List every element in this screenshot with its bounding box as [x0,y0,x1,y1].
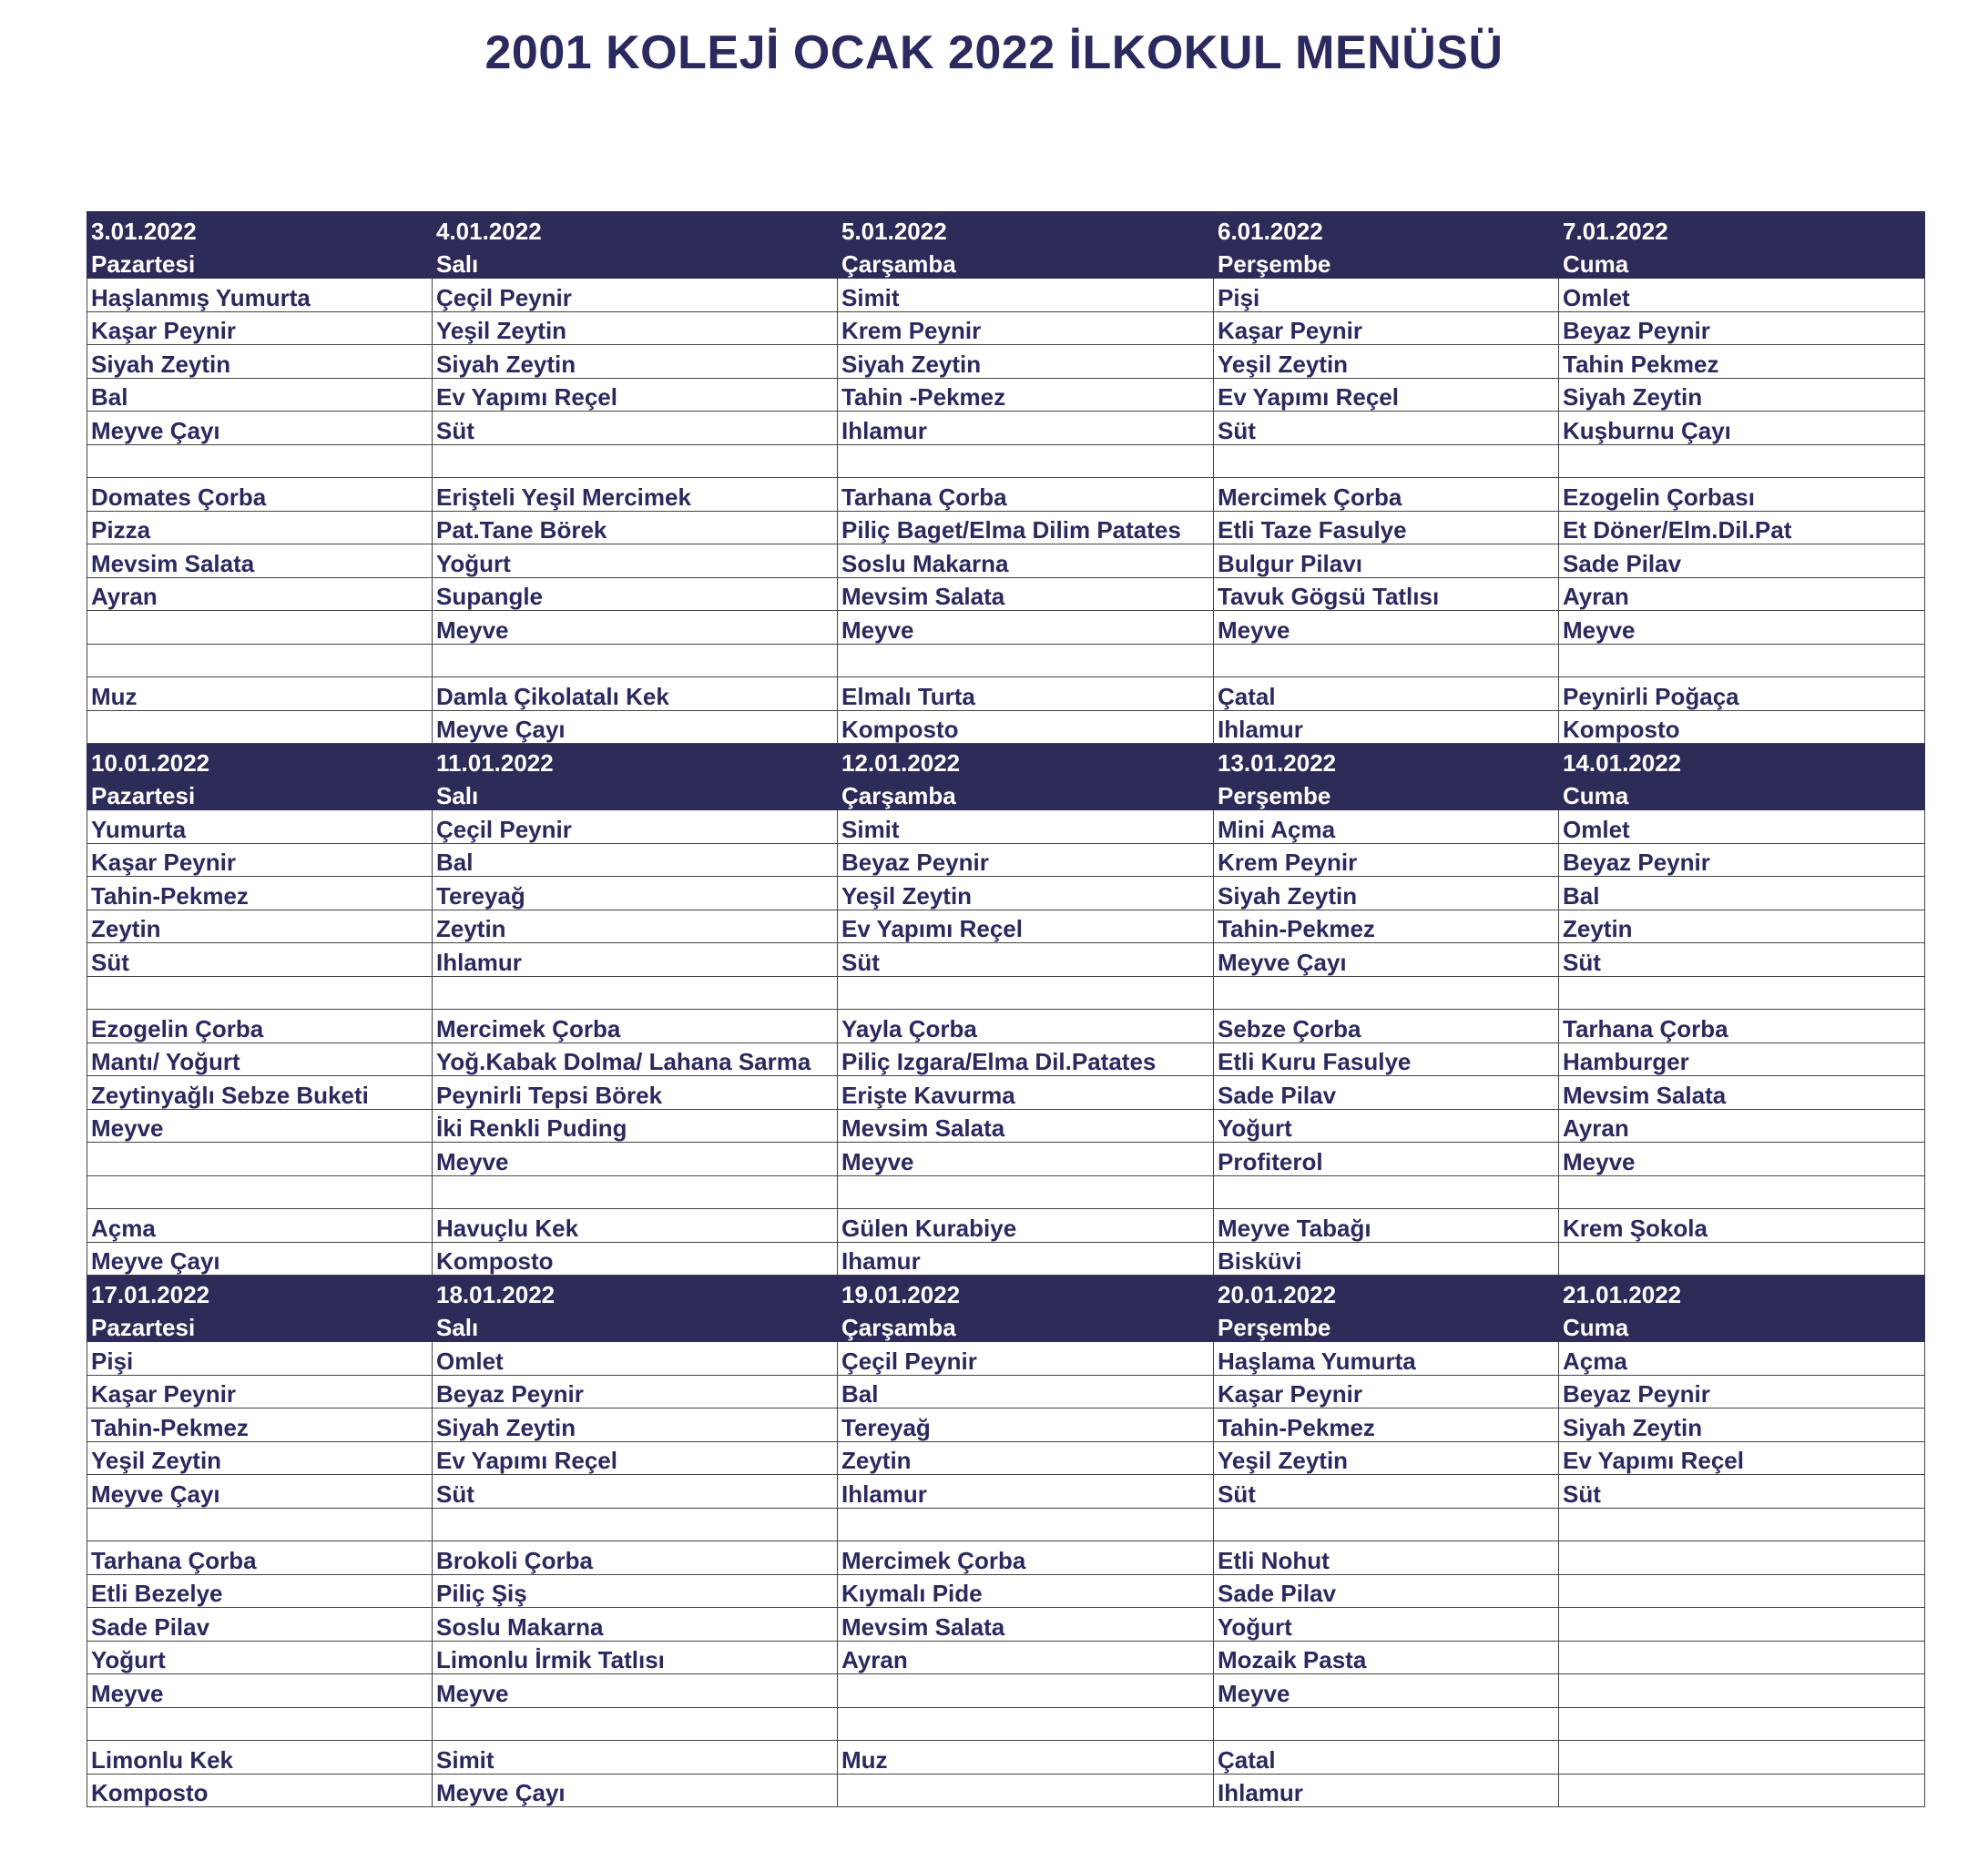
menu-row [87,843,1925,877]
menu-item-cell: Meyve [433,1143,838,1176]
menu-row [87,1674,1925,1708]
day-name-cell: Perşembe [1214,1308,1559,1342]
menu-item-cell: Tarhana Çorba [1559,1010,1925,1043]
menu-item-cell [1559,1674,1925,1708]
menu-item-cell: Meyve [1559,1143,1925,1176]
menu-item-cell: Süt [1214,412,1559,445]
menu-item-cell: Meyve Çayı [87,1242,433,1276]
menu-item-cell: Mercimek Çorba [838,1541,1214,1575]
date-cell: 18.01.2022 [433,1276,838,1309]
menu-row [87,511,1925,544]
menu-item-cell [1214,1707,1559,1741]
menu-item-cell: Pişi [1214,279,1559,312]
menu-item-cell: Tavuk Gögsü Tatlısı [1214,577,1559,611]
menu-item-cell: Beyaz Peynir [1559,311,1925,345]
menu-item-cell: Yumurta [87,810,433,844]
date-cell: 5.01.2022 [838,212,1214,246]
menu-item-cell: Beyaz Peynir [838,843,1214,877]
menu-item-cell: Piliç Izgara/Elma Dil.Patates [838,1042,1214,1076]
menu-row [87,1242,1925,1276]
menu-item-cell: Krem Peynir [1214,843,1559,877]
menu-item-cell: Beyaz Peynir [1559,1375,1925,1408]
menu-item-cell: Süt [87,943,433,977]
menu-row [87,1076,1925,1110]
menu-item-cell [838,1674,1214,1708]
menu-item-cell: Etli Bezelye [87,1574,433,1608]
menu-row [87,444,1925,478]
menu-item-cell: Ihamur [838,1242,1214,1276]
menu-item-cell: Etli Nohut [1214,1541,1559,1575]
menu-item-cell: Süt [838,943,1214,977]
menu-item-cell: Haşlama Yumurta [1214,1342,1559,1376]
menu-item-cell: Yeşil Zeytin [838,877,1214,910]
menu-item-cell [838,444,1214,478]
menu-item-cell: Ev Yapımı Reçel [433,1441,838,1475]
menu-item-cell: Meyve Çayı [87,412,433,445]
menu-item-cell [838,976,1214,1010]
menu-item-cell [87,710,433,744]
menu-item-cell: Peynirli Tepsi Börek [433,1076,838,1110]
menu-item-cell: Kuşburnu Çayı [1559,412,1925,445]
menu-row [87,345,1925,379]
menu-item-cell: Süt [1559,1475,1925,1509]
menu-item-cell: Omlet [1559,279,1925,312]
menu-item-cell [1559,1707,1925,1741]
menu-item-cell: Meyve [838,611,1214,645]
menu-item-cell: Simit [838,810,1214,844]
menu-item-cell [87,444,433,478]
day-name-cell: Perşembe [1214,245,1559,279]
menu-row [87,1541,1925,1575]
menu-item-cell: Meyve [433,1674,838,1708]
menu-item-cell: Soslu Makarna [838,544,1214,578]
menu-item-cell: Muz [838,1741,1214,1775]
menu-item-cell: Çeçil Peynir [433,810,838,844]
menu-item-cell [433,1175,838,1209]
menu-item-cell: Meyve [87,1674,433,1708]
menu-item-cell: Etli Kuru Fasulye [1214,1042,1559,1076]
menu-row [87,1475,1925,1509]
menu-item-cell: Siyah Zeytin [433,1408,838,1442]
menu-item-cell [1559,1774,1925,1807]
menu-item-cell [1559,1175,1925,1209]
day-name-cell: Çarşamba [838,777,1214,810]
menu-item-cell: Komposto [433,1242,838,1276]
menu-item-cell: Krem Peynir [838,311,1214,345]
menu-item-cell: Mevsim Salata [838,1109,1214,1143]
menu-item-cell [433,444,838,478]
menu-row [87,1574,1925,1608]
menu-item-cell: Mevsim Salata [87,544,433,578]
menu-item-cell: Açma [1559,1342,1925,1376]
menu-item-cell [87,1707,433,1741]
menu-item-cell: Tereyağ [433,877,838,910]
menu-item-cell: Tahin -Pekmez [838,378,1214,412]
menu-item-cell [87,976,433,1010]
menu-item-cell: Zeytin [433,910,838,943]
menu-item-cell [87,1508,433,1541]
menu-row [87,677,1925,711]
menu-item-cell: Havuçlu Kek [433,1209,838,1243]
menu-item-cell: Ihlamur [433,943,838,977]
menu-item-cell: Simit [838,279,1214,312]
menu-item-cell: Tahin-Pekmez [1214,1408,1559,1442]
menu-item-cell: Tarhana Çorba [87,1541,433,1575]
menu-row [87,1608,1925,1642]
date-cell: 6.01.2022 [1214,212,1559,246]
menu-item-cell: Meyve [433,611,838,645]
date-cell: 17.01.2022 [87,1276,433,1309]
day-name-cell: Çarşamba [838,1308,1214,1342]
menu-item-cell: Çatal [1214,1741,1559,1775]
menu-item-cell: Meyve [838,1143,1214,1176]
menu-item-cell: Çeçil Peynir [838,1342,1214,1376]
menu-item-cell: Supangle [433,577,838,611]
menu-item-cell: Ev Yapımı Reçel [1214,378,1559,412]
menu-item-cell: Pizza [87,511,433,544]
menu-item-cell: Çeçil Peynir [433,279,838,312]
menu-row [87,1109,1925,1143]
menu-item-cell: Limonlu Kek [87,1741,433,1775]
menu-item-cell [87,644,433,677]
menu-item-cell: Kaşar Peynir [87,1375,433,1408]
menu-item-cell: Ihlamur [1214,1774,1559,1807]
menu-item-cell: Mevsim Salata [1559,1076,1925,1110]
menu-item-cell: Sade Pilav [1214,1574,1559,1608]
menu-row [87,1375,1925,1408]
menu-item-cell: Kaşar Peynir [87,843,433,877]
menu-item-cell: Meyve [1559,611,1925,645]
menu-item-cell: Yeşil Zeytin [433,311,838,345]
day-name-cell: Salı [433,777,838,810]
menu-item-cell [1559,644,1925,677]
menu-item-cell: Bisküvi [1214,1242,1559,1276]
menu-row [87,1010,1925,1043]
menu-item-cell: Ezogelin Çorbası [1559,478,1925,512]
menu-table [87,211,1925,1807]
date-cell: 14.01.2022 [1559,744,1925,778]
menu-item-cell: Süt [1559,943,1925,977]
menu-item-cell: Mantı/ Yoğurt [87,1042,433,1076]
week-date-header-row [87,212,1925,246]
menu-item-cell: Tarhana Çorba [838,478,1214,512]
menu-item-cell: Ihlamur [838,1475,1214,1509]
date-cell: 4.01.2022 [433,212,838,246]
menu-item-cell: Yoğurt [1214,1608,1559,1642]
menu-item-cell: Komposto [838,710,1214,744]
menu-item-cell [838,1774,1214,1807]
menu-item-cell: Kaşar Peynir [87,311,433,345]
menu-item-cell: Et Döner/Elm.Dil.Pat [1559,511,1925,544]
menu-item-cell: Omlet [1559,810,1925,844]
menu-item-cell: Beyaz Peynir [433,1375,838,1408]
menu-row [87,1707,1925,1741]
menu-item-cell: Ayran [87,577,433,611]
menu-item-cell: Simit [433,1741,838,1775]
menu-item-cell: Siyah Zeytin [1214,877,1559,910]
menu-item-cell: Kıymalı Pide [838,1574,1214,1608]
menu-item-cell [87,1143,433,1176]
day-name-cell: Salı [433,1308,838,1342]
menu-item-cell: Limonlu İrmik Tatlısı [433,1641,838,1674]
menu-item-cell: Gülen Kurabiye [838,1209,1214,1243]
menu-item-cell [87,1175,433,1209]
menu-item-cell: Yoğurt [87,1641,433,1674]
menu-item-cell: Tahin Pekmez [1559,345,1925,379]
menu-item-cell [1214,976,1559,1010]
menu-row [87,1408,1925,1442]
menu-item-cell: Komposto [1559,710,1925,744]
menu-item-cell: Ihlamur [1214,710,1559,744]
menu-item-cell [433,976,838,1010]
menu-item-cell: Siyah Zeytin [1559,378,1925,412]
menu-item-cell: Mevsim Salata [838,577,1214,611]
menu-item-cell: Tahin-Pekmez [87,1408,433,1442]
menu-item-cell [1559,1541,1925,1575]
menu-row [87,943,1925,977]
menu-row [87,1508,1925,1541]
menu-item-cell: Profiterol [1214,1143,1559,1176]
menu-item-cell: Ev Yapımı Reçel [838,910,1214,943]
menu-item-cell: Sade Pilav [1559,544,1925,578]
menu-item-cell: Ayran [838,1641,1214,1674]
menu-item-cell: Brokoli Çorba [433,1541,838,1575]
menu-item-cell: Zeytin [1559,910,1925,943]
day-name-cell: Cuma [1559,777,1925,810]
menu-item-cell: Beyaz Peynir [1559,843,1925,877]
menu-item-cell [1214,444,1559,478]
menu-row [87,1175,1925,1209]
menu-item-cell [1559,1574,1925,1608]
menu-item-cell: Erişteli Yeşil Mercimek [433,478,838,512]
menu-item-cell: Soslu Makarna [433,1608,838,1642]
menu-item-cell: Muz [87,677,433,711]
day-name-cell: Cuma [1559,1308,1925,1342]
menu-row [87,611,1925,645]
date-cell: 3.01.2022 [87,212,433,246]
menu-item-cell [838,1707,1214,1741]
day-name-cell: Pazartesi [87,245,433,279]
menu-item-cell [1214,1175,1559,1209]
menu-item-cell: Bal [433,843,838,877]
menu-item-cell [1559,1608,1925,1642]
menu-item-cell: Meyve Tabağı [1214,1209,1559,1243]
menu-row [87,478,1925,512]
menu-row [87,412,1925,445]
menu-row [87,1209,1925,1243]
menu-item-cell [838,1508,1214,1541]
menu-item-cell [838,644,1214,677]
menu-row [87,644,1925,677]
week-day-header-row [87,245,1925,279]
menu-row [87,1342,1925,1376]
menu-item-cell [1214,644,1559,677]
menu-item-cell: Meyve [1214,1674,1559,1708]
menu-table-body [87,212,1925,1807]
date-cell: 21.01.2022 [1559,1276,1925,1309]
menu-row [87,378,1925,412]
menu-row [87,1042,1925,1076]
menu-row [87,279,1925,312]
menu-item-cell: Ezogelin Çorba [87,1010,433,1043]
menu-item-cell: Domates Çorba [87,478,433,512]
menu-item-cell: Damla Çikolatalı Kek [433,677,838,711]
menu-item-cell: Yoğurt [433,544,838,578]
week-date-header-row [87,1276,1925,1309]
menu-row [87,976,1925,1010]
menu-row [87,1143,1925,1176]
week-day-header-row [87,1308,1925,1342]
day-name-cell: Pazartesi [87,1308,433,1342]
menu-item-cell: Meyve Çayı [433,1774,838,1807]
day-name-cell: Cuma [1559,245,1925,279]
menu-item-cell: Peynirli Poğaça [1559,677,1925,711]
menu-row [87,910,1925,943]
menu-item-cell: Tahin-Pekmez [87,877,433,910]
menu-item-cell: Sade Pilav [87,1608,433,1642]
menu-item-cell [433,644,838,677]
menu-item-cell: Bal [87,378,433,412]
menu-item-cell: İki Renkli Puding [433,1109,838,1143]
menu-item-cell: Piliç Baget/Elma Dilim Patates [838,511,1214,544]
menu-item-cell: Etli Taze Fasulye [1214,511,1559,544]
menu-item-cell: Süt [433,1475,838,1509]
menu-item-cell: Ev Yapımı Reçel [1559,1441,1925,1475]
menu-row [87,1741,1925,1775]
day-name-cell: Salı [433,245,838,279]
menu-item-cell: Bulgur Pilavı [1214,544,1559,578]
date-cell: 12.01.2022 [838,744,1214,778]
menu-item-cell: Yoğurt [1214,1109,1559,1143]
menu-item-cell: Bal [838,1375,1214,1408]
menu-item-cell: Ev Yapımı Reçel [433,378,838,412]
menu-item-cell: Meyve [87,1109,433,1143]
menu-row [87,1441,1925,1475]
menu-item-cell [1559,1242,1925,1276]
menu-item-cell: Sebze Çorba [1214,1010,1559,1043]
menu-item-cell: Omlet [433,1342,838,1376]
menu-item-cell: Mercimek Çorba [1214,478,1559,512]
date-cell: 20.01.2022 [1214,1276,1559,1309]
menu-item-cell: Zeytin [87,910,433,943]
menu-item-cell: Siyah Zeytin [433,345,838,379]
menu-item-cell: Komposto [87,1774,433,1807]
menu-item-cell: Piliç Şiş [433,1574,838,1608]
menu-item-cell: Ihlamur [838,412,1214,445]
day-name-cell: Pazartesi [87,777,433,810]
menu-item-cell: Yayla Çorba [838,1010,1214,1043]
menu-item-cell [1559,1741,1925,1775]
menu-row [87,810,1925,844]
menu-item-cell: Mercimek Çorba [433,1010,838,1043]
menu-item-cell: Mozaik Pasta [1214,1641,1559,1674]
menu-item-cell: Yeşil Zeytin [87,1441,433,1475]
menu-item-cell [87,611,433,645]
page-title: 2001 KOLEJİ OCAK 2022 İLKOKUL MENÜSÜ [484,26,1504,79]
menu-row [87,311,1925,345]
menu-item-cell: Siyah Zeytin [838,345,1214,379]
menu-item-cell [433,1508,838,1541]
menu-row [87,1774,1925,1807]
menu-item-cell: Pişi [87,1342,433,1376]
menu-item-cell: Ayran [1559,577,1925,611]
menu-item-cell [1559,1508,1925,1541]
menu-item-cell: Haşlanmış Yumurta [87,279,433,312]
menu-item-cell: Yeşil Zeytin [1214,345,1559,379]
menu-item-cell: Bal [1559,877,1925,910]
menu-item-cell: Tereyağ [838,1408,1214,1442]
menu-item-cell: Elmalı Turta [838,677,1214,711]
menu-item-cell: Kaşar Peynir [1214,311,1559,345]
menu-item-cell: Yoğ.Kabak Dolma/ Lahana Sarma [433,1042,838,1076]
menu-item-cell: Yeşil Zeytin [1214,1441,1559,1475]
menu-row [87,877,1925,910]
menu-item-cell: Sade Pilav [1214,1076,1559,1110]
menu-row [87,1641,1925,1674]
day-name-cell: Çarşamba [838,245,1214,279]
menu-item-cell: Hamburger [1559,1042,1925,1076]
menu-item-cell [1559,444,1925,478]
menu-item-cell: Erişte Kavurma [838,1076,1214,1110]
menu-item-cell: Süt [1214,1475,1559,1509]
date-cell: 11.01.2022 [433,744,838,778]
menu-row [87,577,1925,611]
menu-item-cell [838,1175,1214,1209]
day-name-cell: Perşembe [1214,777,1559,810]
menu-row [87,544,1925,578]
menu-item-cell: Süt [433,412,838,445]
menu-item-cell: Siyah Zeytin [87,345,433,379]
menu-item-cell: Meyve Çayı [87,1475,433,1509]
week-date-header-row [87,744,1925,778]
menu-item-cell [1214,1508,1559,1541]
menu-item-cell: Siyah Zeytin [1559,1408,1925,1442]
menu-item-cell: Zeytinyağlı Sebze Buketi [87,1076,433,1110]
menu-item-cell: Açma [87,1209,433,1243]
menu-item-cell: Krem Şokola [1559,1209,1925,1243]
menu-item-cell: Kaşar Peynir [1214,1375,1559,1408]
menu-item-cell: Meyve [1214,611,1559,645]
menu-item-cell [433,1707,838,1741]
menu-item-cell [1559,976,1925,1010]
menu-item-cell: Meyve Çayı [433,710,838,744]
menu-item-cell: Mevsim Salata [838,1608,1214,1642]
menu-item-cell: Tahin-Pekmez [1214,910,1559,943]
menu-row [87,710,1925,744]
menu-item-cell [1559,1641,1925,1674]
date-cell: 7.01.2022 [1559,212,1925,246]
menu-item-cell: Çatal [1214,677,1559,711]
date-cell: 10.01.2022 [87,744,433,778]
menu-item-cell: Pat.Tane Börek [433,511,838,544]
menu-item-cell: Zeytin [838,1441,1214,1475]
menu-item-cell: Mini Açma [1214,810,1559,844]
date-cell: 19.01.2022 [838,1276,1214,1309]
menu-item-cell: Meyve Çayı [1214,943,1559,977]
menu-item-cell: Ayran [1559,1109,1925,1143]
date-cell: 13.01.2022 [1214,744,1559,778]
week-day-header-row [87,777,1925,810]
